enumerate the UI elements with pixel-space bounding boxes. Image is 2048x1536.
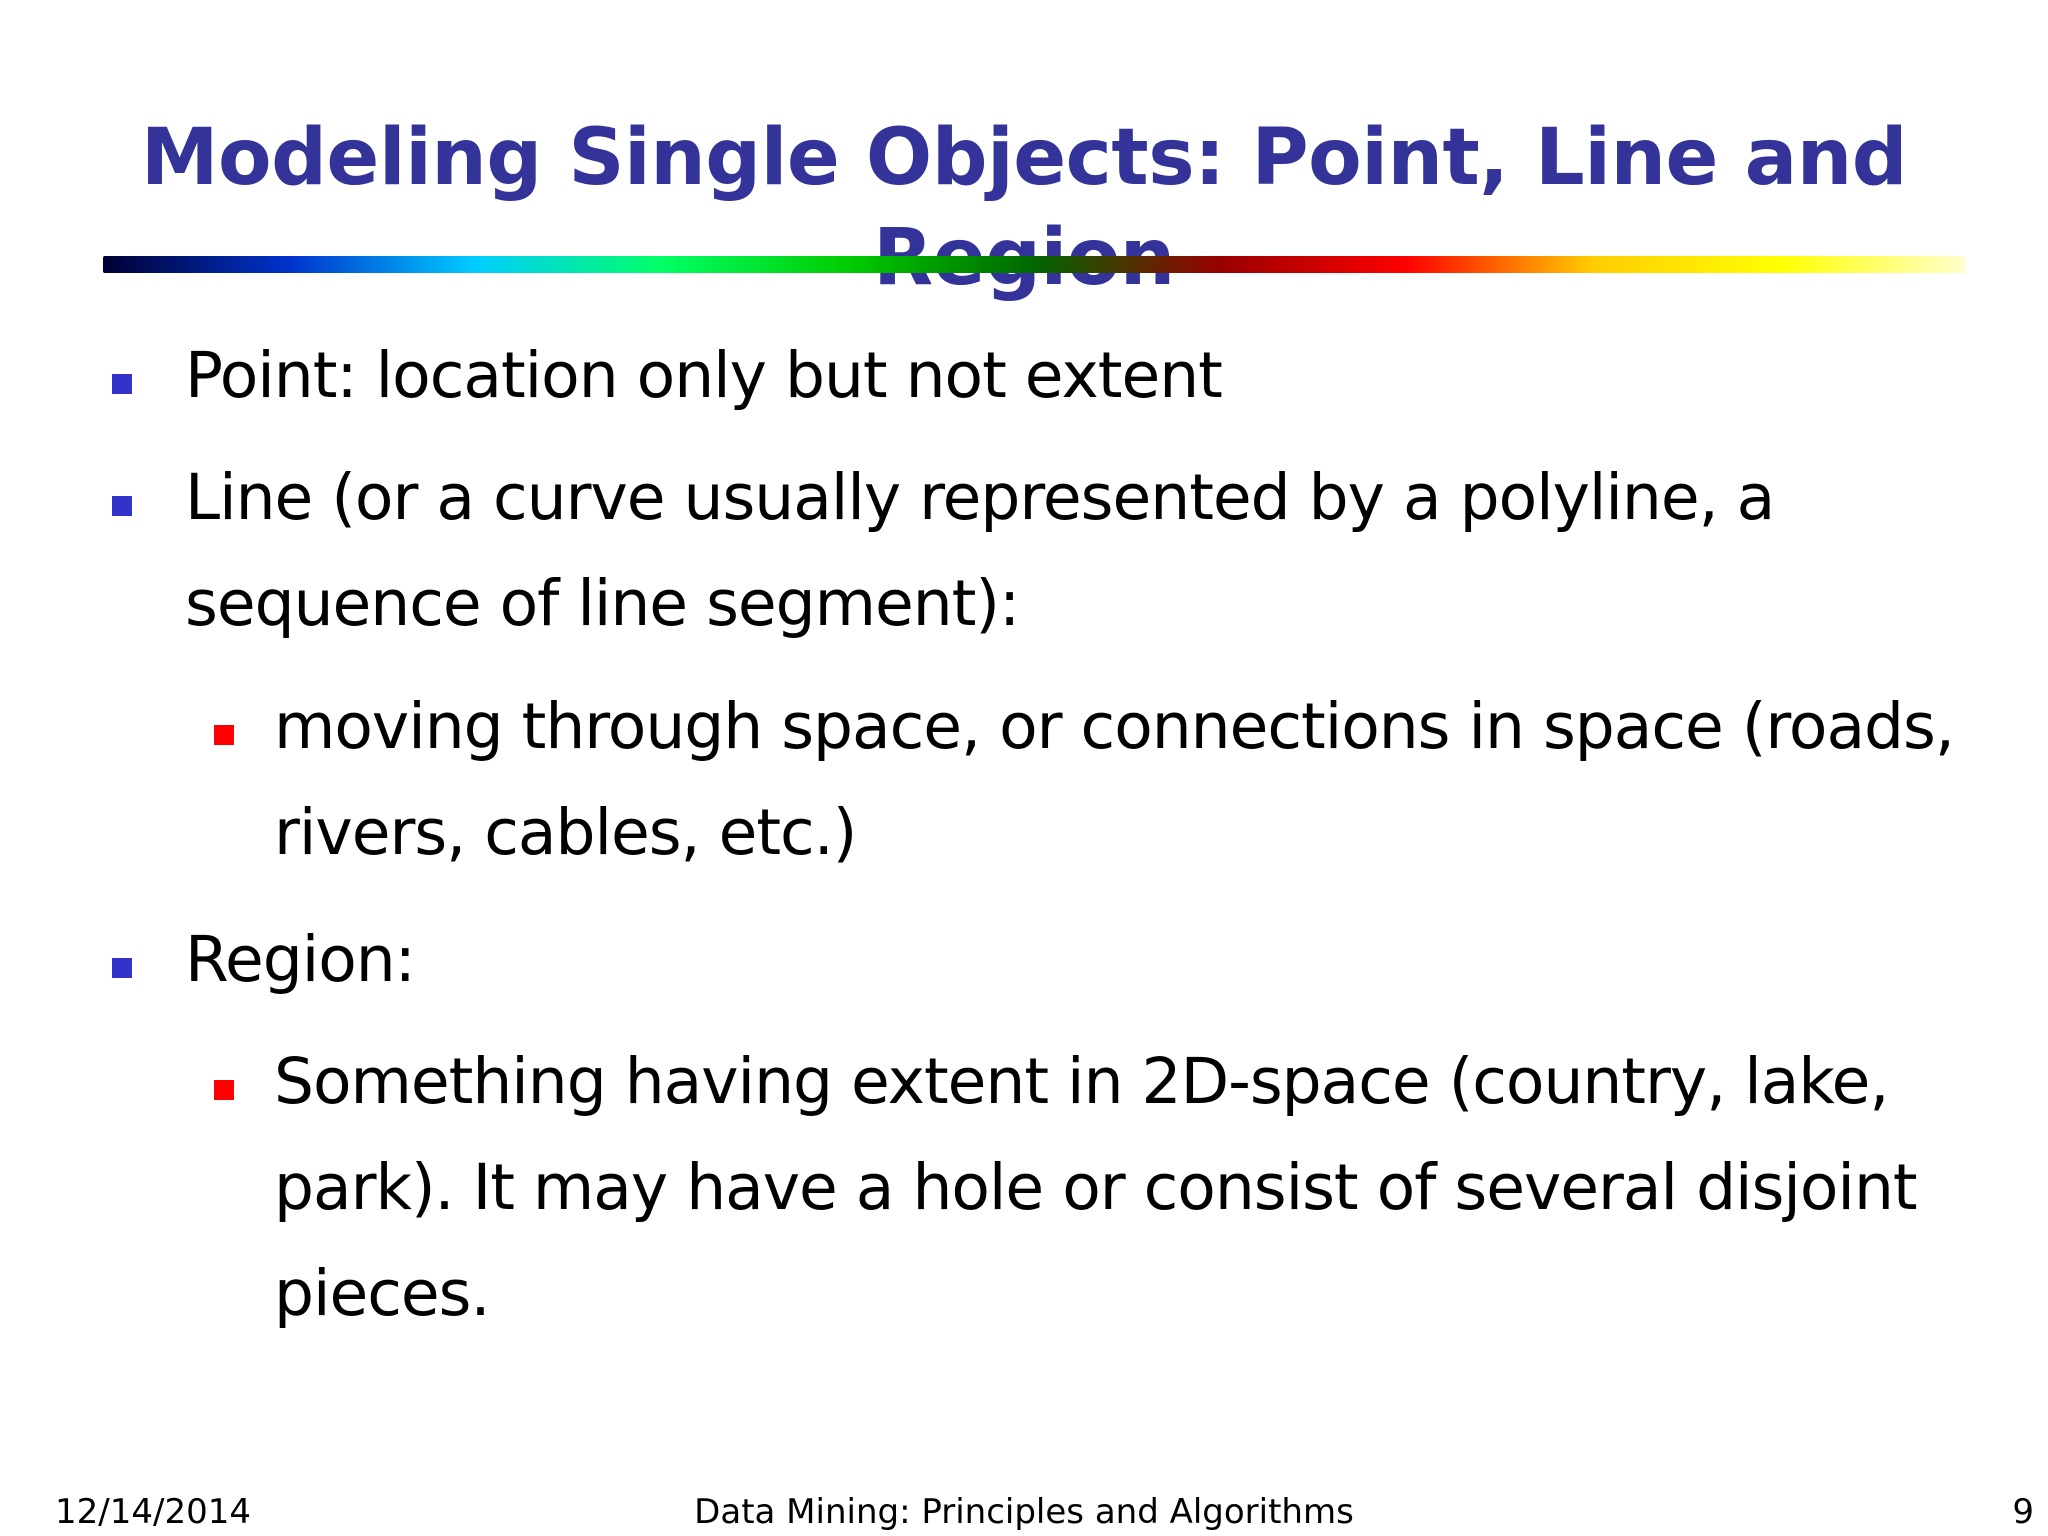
bullet-marker-icon xyxy=(112,496,132,516)
bullet-marker-icon xyxy=(112,374,132,394)
bullet-text-line: Something having extent in 2D-space (country, lake, xyxy=(274,1045,1889,1118)
bullet-text-line: Region: xyxy=(185,923,415,996)
bullet-text-line: pieces. xyxy=(274,1257,490,1330)
sub-bullet-marker-icon xyxy=(214,1080,234,1100)
bullet-text-line: park). It may have a hole or consist of several disjoint xyxy=(274,1151,1917,1224)
sub-bullet-marker-icon xyxy=(214,725,234,745)
bullet-text-line: moving through space, or connections in space (roads, xyxy=(274,690,1954,763)
bullet-text-line: Point: location only but not extent xyxy=(185,339,1222,412)
bullet-item xyxy=(185,907,1825,1013)
bullet-marker-icon xyxy=(112,958,132,978)
footer-page-number: 9 xyxy=(2012,1492,2034,1532)
bullet-text-line: sequence of line segment): xyxy=(185,567,1020,640)
bullet-text-line: Line (or a curve usually represented by a polyline, a xyxy=(185,461,1775,534)
footer-date: 12/14/2014 xyxy=(55,1492,251,1532)
slide-title: Modeling Single Objects: Point, Line and xyxy=(140,113,1908,203)
bullet-item xyxy=(185,323,1825,429)
bullet-text-line: rivers, cables, etc.) xyxy=(274,796,857,869)
bullet-item xyxy=(185,445,1825,657)
sub-bullet-item xyxy=(274,1029,1954,1347)
footer-course-title: Data Mining: Principles and Algorithms xyxy=(694,1492,1354,1532)
title-gradient-rule xyxy=(103,256,1965,273)
sub-bullet-item xyxy=(274,674,1954,886)
